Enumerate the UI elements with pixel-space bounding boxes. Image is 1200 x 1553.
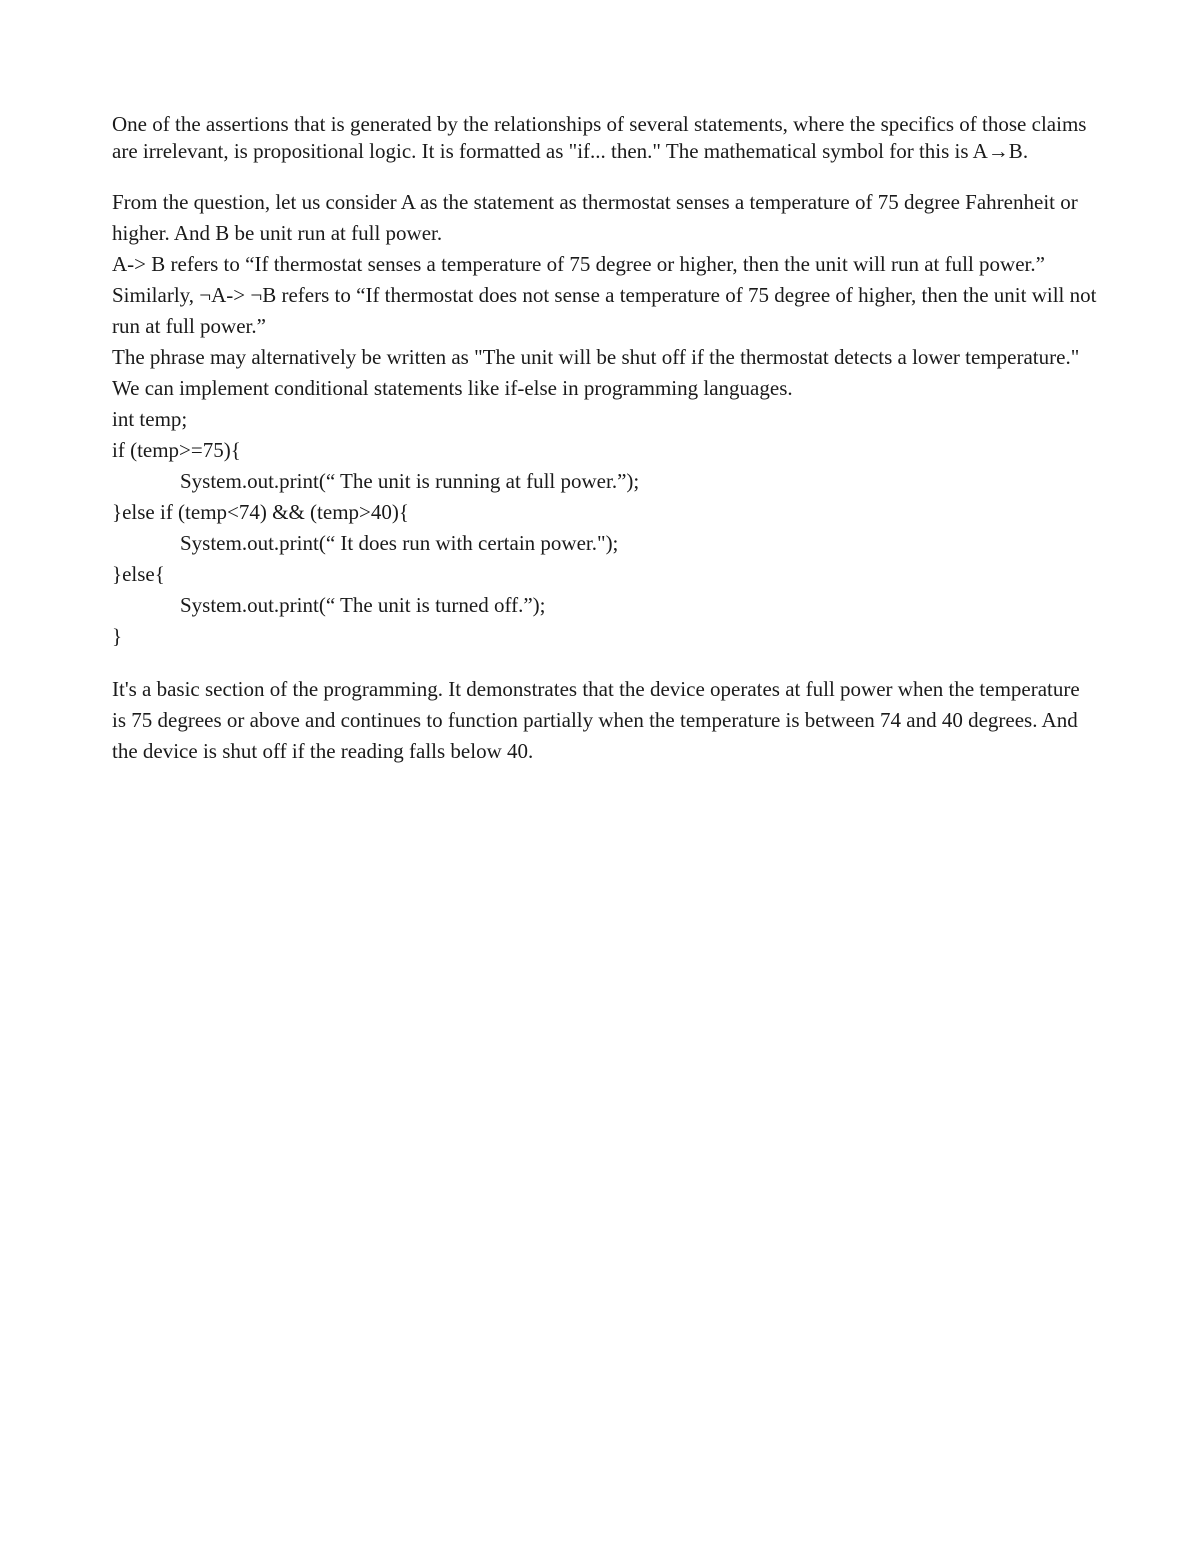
definition-line: From the question, let us consider A as the statement as thermostat senses a temperature of 75 degree Fahrenheit or higher. And B be unit run at full power. <box>112 190 1078 245</box>
code-block <box>112 404 1097 652</box>
document-body <box>112 111 1097 767</box>
alternative-phrase-line: The phrase may alternatively be written as "The unit will be shut off if the thermostat detects a lower temperature." <box>112 345 1080 369</box>
code-line: if (temp>=75){ <box>112 438 241 462</box>
code-line: System.out.print(“ The unit is running at full power.”); <box>180 469 640 493</box>
code-line: System.out.print(“ The unit is turned off.”); <box>180 593 546 617</box>
implementation-line: We can implement conditional statements like if-else in programming languages. <box>112 376 793 400</box>
intro-paragraph: One of the assertions that is generated by the relationships of several statements, where the specifics of those claims are irrelevant, is propositional logic. It is formatted as "if... then." The mathematical symbol for this is A→B. <box>112 112 1087 163</box>
code-line: System.out.print(“ It does run with certain power."); <box>180 531 619 555</box>
implication-line: A-> B refers to “If thermostat senses a temperature of 75 degree or higher, then the unit will run at full power.” <box>112 252 1045 276</box>
explanation-block <box>112 187 1097 404</box>
code-line: } <box>112 624 123 648</box>
code-line: }else{ <box>112 562 165 586</box>
conclusion-paragraph: It's a basic section of the programming. It demonstrates that the device operates at full power when the temperature is 75 degrees or above and continues to function partially when the temperature is between 74 and 40 degrees. And the device is shut off if the reading falls below 40. <box>112 677 1080 763</box>
code-line: int temp; <box>112 407 188 431</box>
code-line: }else if (temp<74) && (temp>40){ <box>112 500 409 524</box>
contrapositive-line: Similarly, ¬A-> ¬B refers to “If thermostat does not sense a temperature of 75 degree of higher, then the unit will not run at full power.” <box>112 283 1097 338</box>
